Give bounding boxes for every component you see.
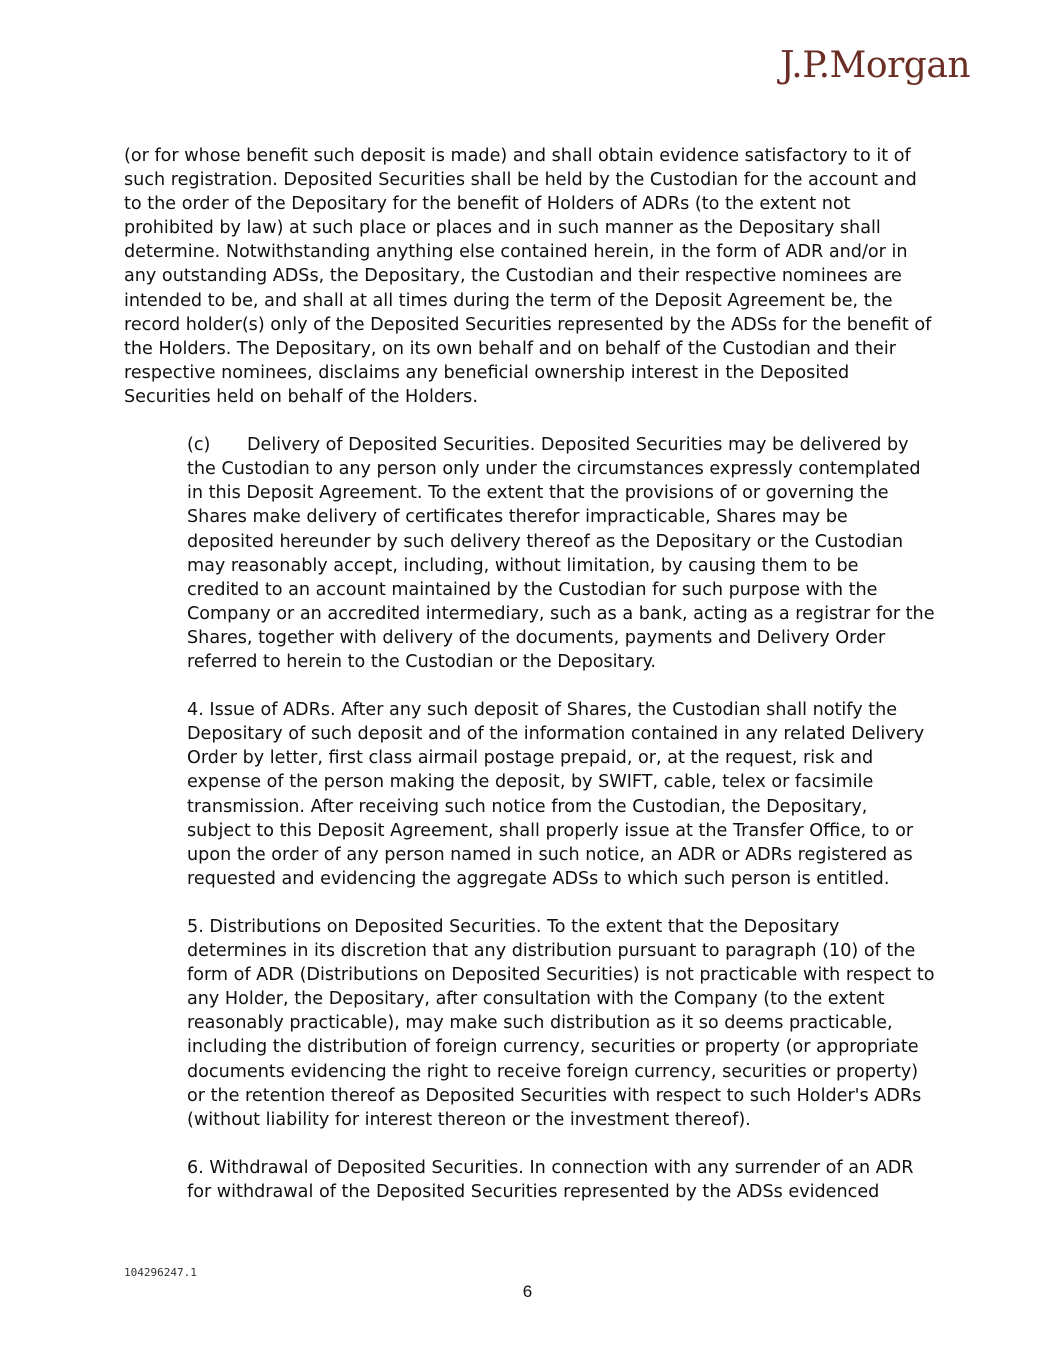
paragraph-6-withdrawal: 6. Withdrawal of Deposited Securities. In connection with any surrender of an ADR for withdrawal of the Deposited Securities represented by the ADSs evidenced: [187, 1157, 914, 1203]
paragraph-continuation: (or for whose benefit such deposit is made) and shall obtain evidence satisfactory to it of such registration. Deposited Securities shall be held by the Custodian for the account and to the order of the Depositary for the benefit of Holders of ADRs (to the extent not prohibited by law) at such place or places and in such manner as the Depositary shall determine. Notwithstanding anything else contained herein, in the form of ADR and/or in any outstanding ADSs, the Depositary, the Custodian and their respective nominees are intended to be, and shall at all times during the term of the Deposit Agreement be, the record holder(s) only of the Deposited Securities represented by the ADSs for the benefit of the Holders. The Depositary, on its own behalf and on behalf of the Custodian and their respective nominees, disclaims any beneficial ownership interest in the Deposited Securities held on behalf of the Holders.: [124, 146, 932, 407]
paragraph-c: [124, 433, 936, 674]
paragraph-5-distributions: 5. Distributions on Deposited Securities. To the extent that the Depositary determines in its discretion that any distribution pursuant to paragraph (10) of the form of ADR (Distributions on Deposited Securities) is not practicable with respect to any Holder, the Depositary, after consultation with the Company (to the extent reasonably practicable), may make such distribution as it so deems practicable, including the distribution of foreign currency, securities or property (or appropriate documents evidencing the right to receive foreign currency, securities or property) or the retention thereof as Deposited Securities with respect to such Holder's ADRs (without liability for interest thereon or the investment thereof).: [187, 917, 935, 1130]
document-id: 104296247.1: [124, 1266, 197, 1279]
paragraph-4-issue-of-adrs: 4. Issue of ADRs. After any such deposit of Shares, the Custodian shall notify the Depositary of such deposit and of the information contained in any related Delivery Order by letter, first class airmail postage prepaid, or, at the request, risk and expense of the person making the deposit, by SWIFT, cable, telex or facsimile transmission. After receiving such notice from the Custodian, the Depositary, subject to this Deposit Agreement, shall properly issue at the Transfer Office, to or upon the order of any person named in such notice, an ADR or ADRs registered as requested and evidencing the aggregate ADSs to which such person is entitled.: [187, 700, 925, 889]
jpmorgan-logo: J.P.Morgan: [780, 45, 970, 86]
document-body: [124, 144, 936, 1228]
page-number: 6: [522, 1282, 533, 1301]
paragraph-c-text: Delivery of Deposited Securities. Deposited Securities may be delivered by the Custodian to any person only under the circumstances expressly contemplated in this Deposit Agreement. To the extent that the provisions of or governing the Shares make delivery of certificates therefor impracticable, Shares may be deposited hereunder by such delivery thereof as the Depositary or the Custodian may reasonably accept, including, without limitation, by causing them to be credited to an account maintained by the Custodian for such purpose with the Company or an accredited intermediary, such as a bank, acting as a registrar for the Shares, together with delivery of the documents, payments and Delivery Order referred to herein to the Custodian or the Depositary.: [187, 435, 935, 672]
paragraph-c-label: (c): [187, 435, 211, 456]
